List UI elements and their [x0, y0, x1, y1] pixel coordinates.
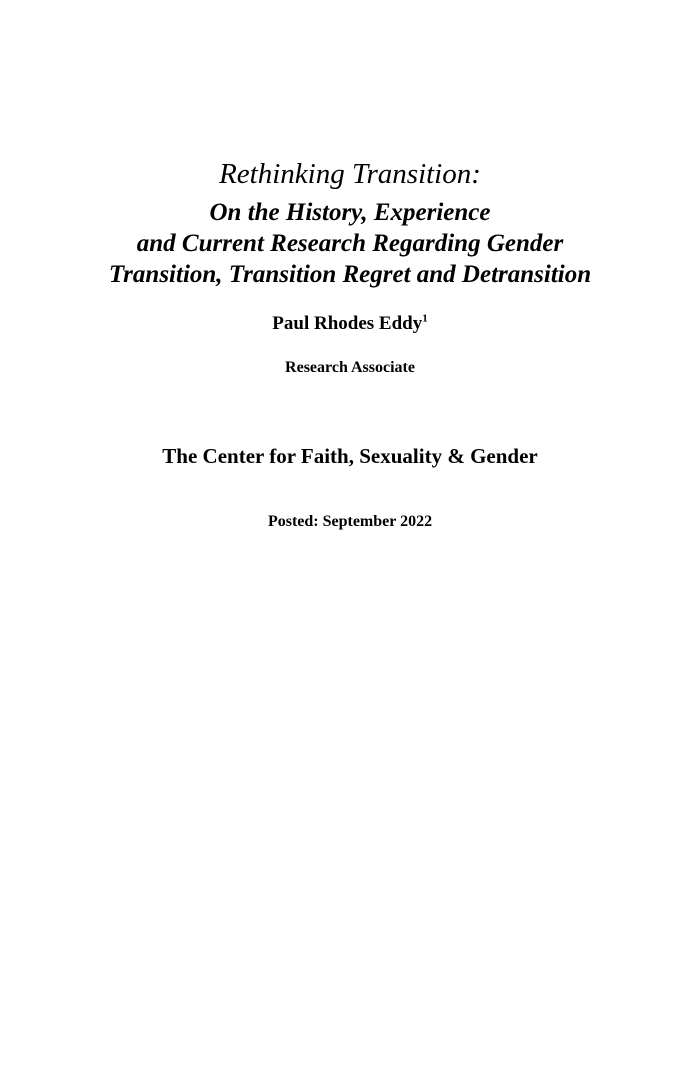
subtitle-line: Transition, Transition Regret and Detransition [108, 261, 592, 288]
author-line [0, 312, 700, 336]
document-title: Rethinking Transition: [219, 158, 481, 190]
author-name: Paul Rhodes Eddy [272, 313, 423, 334]
author-role: Research Associate [285, 359, 415, 376]
posted-date: Posted: September 2022 [267, 513, 433, 530]
subtitle-line: On the History, Experience [209, 199, 491, 226]
footnote-marker[interactable]: 1 [422, 312, 428, 325]
organization-name: The Center for Faith, Sexuality & Gender [162, 444, 538, 468]
document-subtitle [0, 197, 700, 290]
subtitle-line: and Current Research Regarding Gender [136, 230, 564, 257]
